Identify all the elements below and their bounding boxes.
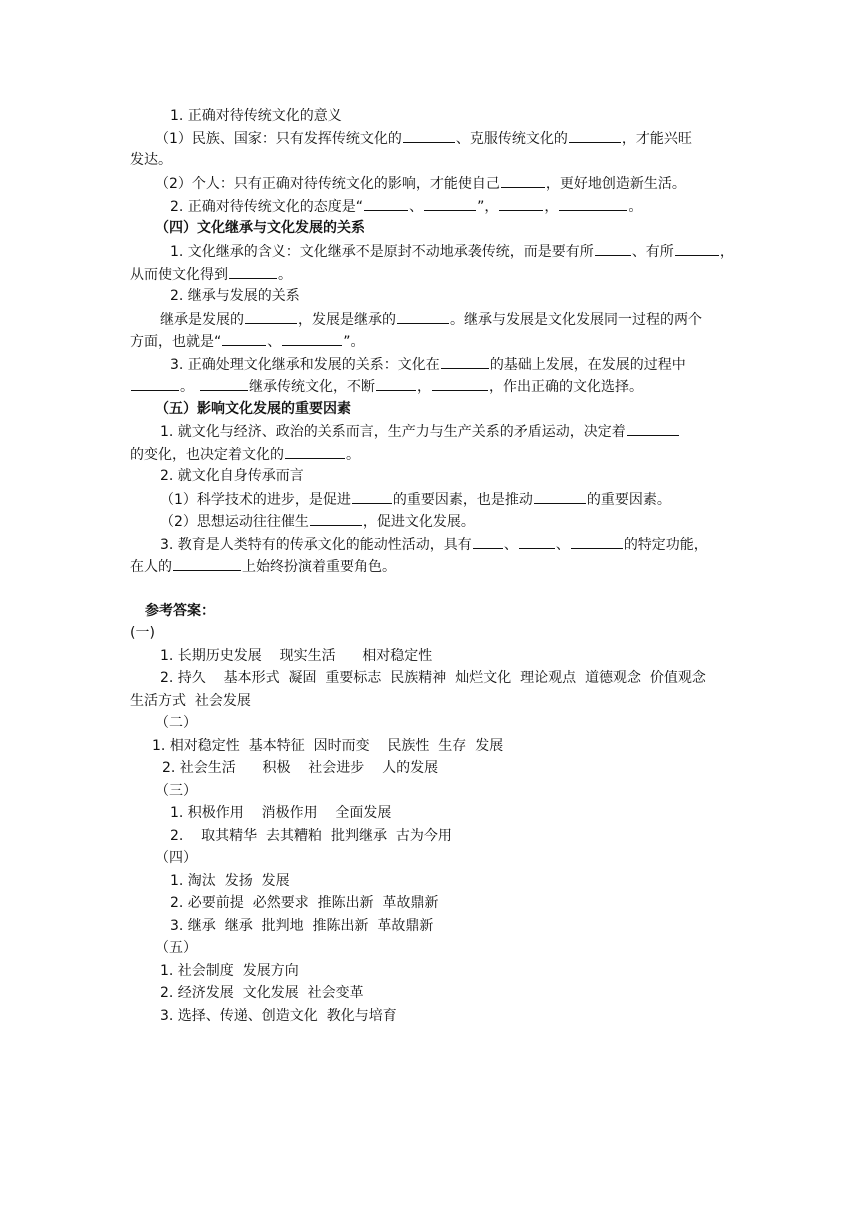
blank[interactable]	[131, 376, 179, 391]
s4-item2-cont: 方面，也就是“ 、 ”。	[130, 331, 860, 352]
answer-1-1: 1. 长期历史发展 现实生活 相对稳定性	[160, 648, 433, 664]
answer-5-3: 3. 选择、传递、创造文化 教化与培育	[160, 1008, 397, 1024]
blank[interactable]	[432, 376, 488, 391]
blank[interactable]	[310, 511, 362, 526]
blank[interactable]	[173, 556, 241, 571]
s4-item1: 1. 文化继承的含义：文化继承不是原封不动地承袭传统，而是要有所 、有所 ，	[170, 241, 860, 262]
answer-1-2-cont: 生活方式 社会发展	[130, 693, 251, 709]
s5-item1-cont: 的变化，也决定着文化的 。	[130, 444, 860, 465]
answers-heading: 参考答案：	[145, 603, 215, 619]
blank[interactable]	[245, 309, 297, 324]
blank[interactable]	[571, 534, 623, 549]
answer-5-1: 1. 社会制度 发展方向	[160, 963, 299, 979]
blank[interactable]	[403, 128, 455, 143]
item1-paragraph1-cont: 发达。	[130, 152, 172, 168]
blank[interactable]	[285, 444, 345, 459]
blank[interactable]	[501, 173, 545, 188]
blank[interactable]	[569, 128, 621, 143]
s4-item2-body: 继承是发展的 ，发展是继承的 。继承与发展是文化发展同一过程的两个	[160, 309, 860, 330]
blank[interactable]	[559, 196, 627, 211]
blank[interactable]	[441, 354, 489, 369]
s4-item2-title: 2. 继承与发展的关系	[170, 288, 300, 304]
blank[interactable]	[229, 264, 277, 279]
answers-group-1: (一)	[130, 625, 155, 641]
blank[interactable]	[352, 489, 392, 504]
s5-item2-p1: （1）科学技术的进步，是促进 的重要因素，也是推动 的重要因素。	[160, 489, 860, 510]
item1-paragraph1: （1）民族、国家：只有发挥传统文化的 、克服传统文化的 ，才能兴旺	[155, 128, 860, 149]
blank[interactable]	[200, 376, 248, 391]
blank[interactable]	[534, 489, 586, 504]
answer-3-1: 1. 积极作用 消极作用 全面发展	[170, 805, 392, 821]
s4-item3-cont: 。 继承传统文化，不断 ， ，作出正确的文化选择。	[130, 376, 860, 397]
s4-item1-cont: 从而使文化得到 。	[130, 264, 860, 285]
blank[interactable]	[376, 376, 416, 391]
item1-paragraph2: （2）个人：只有正确对待传统文化的影响，才能使自己 ，更好地创造新生活。	[155, 173, 860, 194]
blank[interactable]	[499, 196, 543, 211]
blank[interactable]	[397, 309, 449, 324]
answer-2-2: 2. 社会生活 积极 社会进步 人的发展	[162, 760, 439, 776]
s4-item3: 3. 正确处理文化继承和发展的关系：文化在 的基础上发展，在发展的过程中	[170, 354, 860, 375]
blank[interactable]	[675, 241, 719, 256]
item2-attitude: 2. 正确对待传统文化的态度是“ 、 ”， ， 。	[170, 196, 860, 217]
s5-item2-p2: （2）思想运动往往催生 ，促进文化发展。	[160, 511, 860, 532]
blank[interactable]	[364, 196, 408, 211]
blank[interactable]	[222, 331, 266, 346]
answer-2-1: 1. 相对稳定性 基本特征 因时而变 民族性 生存 发展	[152, 738, 504, 754]
blank[interactable]	[473, 534, 503, 549]
answer-4-1: 1. 淘汰 发扬 发展	[170, 873, 290, 889]
s5-item1: 1. 就文化与经济、政治的关系而言，生产力与生产关系的矛盾运动，决定着	[160, 421, 860, 442]
blank[interactable]	[595, 241, 631, 256]
section5-heading: （五）影响文化发展的重要因素	[155, 401, 351, 417]
answer-4-2: 2. 必要前提 必然要求 推陈出新 革故鼎新	[170, 895, 439, 911]
s5-item2-title: 2. 就文化自身传承而言	[160, 468, 304, 484]
answers-group-4: （四）	[155, 850, 197, 866]
blank[interactable]	[627, 421, 679, 436]
answer-5-2: 2. 经济发展 文化发展 社会变革	[160, 985, 364, 1001]
item1-title: 1. 正确对待传统文化的意义	[170, 108, 342, 124]
answer-3-2: 2. 取其精华 去其糟粕 批判继承 古为今用	[170, 828, 452, 844]
answers-group-5: （五）	[155, 940, 197, 956]
section4-heading: （四）文化继承与文化发展的关系	[155, 220, 365, 236]
s5-item3: 3. 教育是人类特有的传承文化的能动性活动，具有 、 、 的特定功能，	[160, 534, 860, 555]
blank[interactable]	[282, 331, 342, 346]
answer-1-2: 2. 持久 基本形式 凝固 重要标志 民族精神 灿烂文化 理论观点 道德观念 价值观念	[160, 670, 706, 686]
s5-item3-cont: 在人的 上始终扮演着重要角色。	[130, 556, 860, 577]
answers-group-3: （三）	[155, 783, 197, 799]
blank[interactable]	[424, 196, 476, 211]
answer-4-3: 3. 继承 继承 批判地 推陈出新 革故鼎新	[170, 918, 434, 934]
answers-group-2: （二）	[155, 715, 197, 731]
blank[interactable]	[519, 534, 555, 549]
